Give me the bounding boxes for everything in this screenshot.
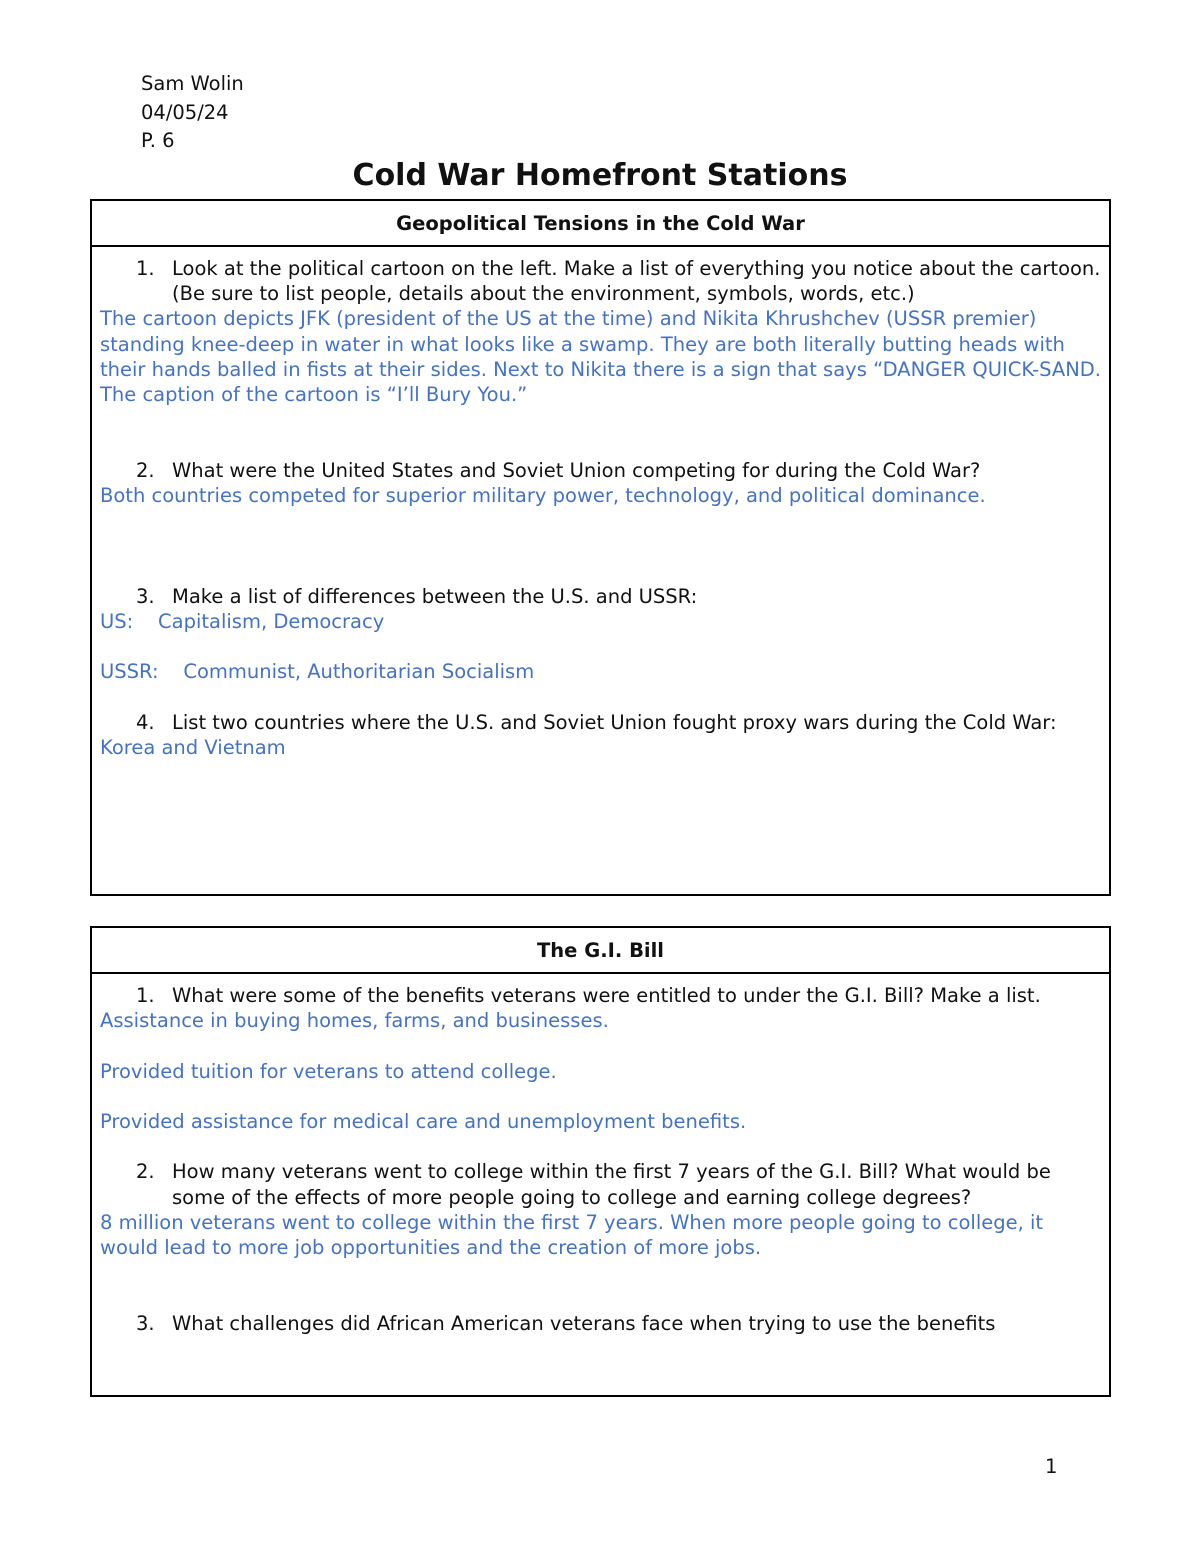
answer-1a: Assistance in buying homes, farms, and businesses. — [100, 1009, 609, 1033]
answer-3-us: US: Capitalism, Democracy — [100, 609, 385, 633]
question-text: List two countries where the U.S. and Soviet Union fought proxy wars during the Cold War: — [172, 710, 1057, 734]
answer-2: 8 million veterans went to college within the first 7 years. When more people going to college, it would lead to more job opportunities and the creation of more jobs. — [100, 1210, 1044, 1259]
section-body — [92, 247, 1109, 760]
question-number: 2. — [136, 1160, 155, 1184]
question-text: Look at the political cartoon on the left. Make a list of everything you notice about the cartoon. (Be sure to list people, details about the environment, symbols, words, etc.) — [172, 257, 1101, 306]
page-number: 1 — [1045, 1455, 1058, 1478]
period: P. 6 — [141, 129, 175, 152]
question-1 — [100, 983, 1101, 1008]
answer-4: Korea and Vietnam — [100, 735, 286, 759]
section-heading: The G.I. Bill — [92, 928, 1109, 974]
question-text: What were the United States and Soviet Union competing for during the Cold War? — [172, 458, 981, 482]
question-number: 4. — [136, 710, 155, 734]
question-1 — [100, 256, 1101, 306]
question-3 — [100, 1311, 1101, 1336]
question-number: 3. — [136, 584, 155, 608]
section-gi-bill — [90, 926, 1111, 1397]
question-2 — [100, 1159, 1101, 1209]
date: 04/05/24 — [141, 100, 229, 124]
document-header — [141, 70, 244, 156]
page-title: Cold War Homefront Stations — [352, 158, 848, 193]
question-text: How many veterans went to college within the first 7 years of the G.I. Bill? What would be some of the effects of more people going to college and earning college degrees? — [172, 1160, 1051, 1209]
answer-1: The cartoon depicts JFK (president of the US at the time) and Nikita Khrushchev (USSR premier) standing knee-deep in water in what looks like a swamp. They are both literally butting heads with their hands balled in fists at their sides. Next to Nikita there is a sign that says “DANGER QUICK-SAND. The caption of the cartoon is “I’ll Bury You.” — [100, 307, 1101, 407]
question-number: 1. — [136, 257, 155, 280]
student-name: Sam Wolin — [141, 72, 244, 95]
answer-3-ussr: USSR: Communist, Authoritarian Socialism — [100, 660, 535, 684]
question-text: What were some of the benefits veterans were entitled to under the G.I. Bill? Make a list. — [172, 984, 1041, 1007]
question-number: 1. — [136, 984, 155, 1007]
answer-2: Both countries competed for superior military power, technology, and political dominance. — [100, 483, 986, 507]
section-heading: Geopolitical Tensions in the Cold War — [92, 201, 1109, 247]
question-2 — [100, 458, 1101, 483]
answer-1b: Provided tuition for veterans to attend college. — [100, 1059, 557, 1083]
answer-1c: Provided assistance for medical care and unemployment benefits. — [100, 1109, 747, 1133]
question-4 — [100, 710, 1101, 735]
question-number: 3. — [136, 1311, 155, 1335]
section-geopolitical-tensions — [90, 199, 1111, 896]
question-text: Make a list of differences between the U.S. and USSR: — [172, 584, 698, 608]
question-number: 2. — [136, 458, 155, 482]
question-text: What challenges did African American veterans face when trying to use the benefits — [172, 1311, 996, 1335]
section-body — [92, 974, 1109, 1336]
question-3 — [100, 584, 1101, 609]
